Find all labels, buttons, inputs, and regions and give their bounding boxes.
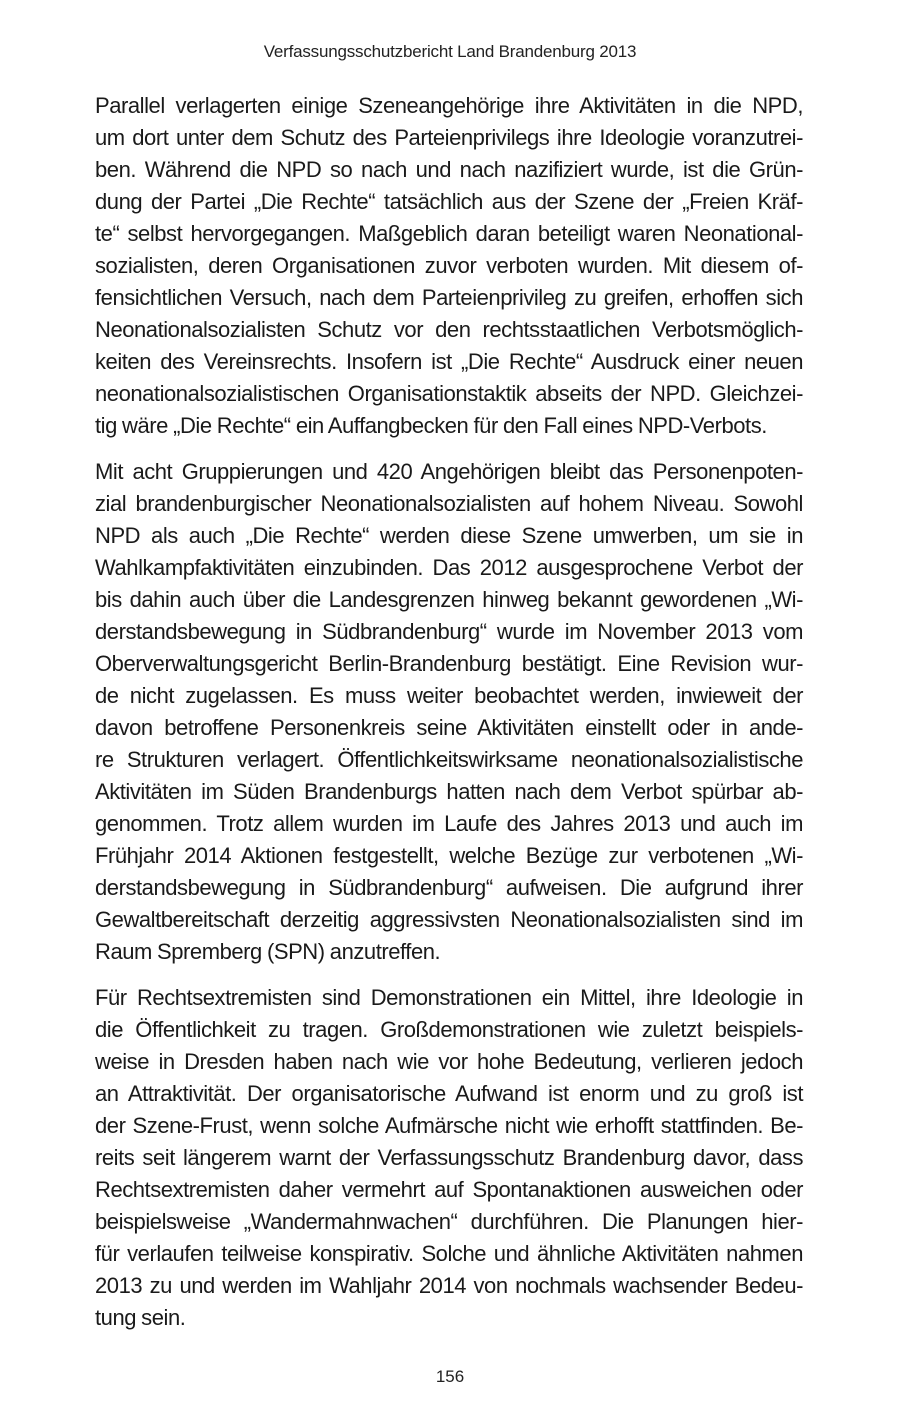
running-header: Verfassungsschutzbericht Land Brandenburg 2013: [263, 42, 637, 61]
text-line: Parallel verlagerten einige Szeneangehörige ihre Aktivitäten in die NPD,: [95, 93, 803, 118]
text-line: Aktivitäten im Süden Brandenburgs hatten nach dem Verbot spürbar ab-: [95, 779, 803, 804]
text-line: Frühjahr 2014 Aktionen festgestellt, welche Bezüge zur verbotenen „Wi-: [95, 843, 803, 868]
text-line: Wahlkampfaktivitäten einzubinden. Das 2012 ausgesprochene Verbot der: [95, 555, 803, 580]
text-line: NPD als auch „Die Rechte“ werden diese Szene umwerben, um sie in: [95, 523, 803, 548]
text-line: beispielsweise „Wandermahnwachen“ durchführen. Die Planungen hier-: [95, 1209, 803, 1234]
text-line: dung der Partei „Die Rechte“ tatsächlich aus der Szene der „Freien Kräf-: [95, 189, 803, 214]
text-line: re Strukturen verlagert. Öffentlichkeitswirksame neonationalsozialistische: [95, 747, 803, 772]
text-line: Raum Spremberg (SPN) anzutreffen.: [95, 939, 441, 964]
text-line: de nicht zugelassen. Es muss weiter beobachtet werden, inwieweit der: [95, 683, 803, 708]
text-line: Oberverwaltungsgericht Berlin-Brandenburg bestätigt. Eine Revision wur-: [95, 651, 803, 676]
text-line: neonationalsozialistischen Organisationstaktik abseits der NPD. Gleichzei-: [95, 381, 803, 406]
text-line: keiten des Vereinsrechts. Insofern ist „Die Rechte“ Ausdruck einer neuen: [95, 349, 803, 374]
text-line: Für Rechtsextremisten sind Demonstrationen ein Mittel, ihre Ideologie in: [95, 985, 803, 1010]
text-line: weise in Dresden haben nach wie vor hohe Bedeutung, verlieren jedoch: [95, 1049, 803, 1074]
paragraph-3: [95, 982, 803, 1334]
text-line: um dort unter dem Schutz des Parteienprivilegs ihre Ideologie voranzutrei-: [95, 125, 803, 150]
text-line: davon betroffene Personenkreis seine Aktivitäten einstellt oder in ande-: [95, 715, 803, 740]
text-line: tig wäre „Die Rechte“ ein Auffangbecken für den Fall eines NPD-Verbots.: [95, 413, 767, 438]
text-line: Mit acht Gruppierungen und 420 Angehörigen bleibt das Personenpoten-: [95, 459, 803, 484]
text-line: tung sein.: [95, 1305, 186, 1330]
text-line: zial brandenburgischer Neonationalsozialisten auf hohem Niveau. Sowohl: [95, 491, 803, 516]
text-line: die Öffentlichkeit zu tragen. Großdemonstrationen wie zuletzt beispiels-: [95, 1017, 803, 1042]
text-line: der Szene-Frust, wenn solche Aufmärsche nicht wie erhofft stattfinden. Be-: [95, 1113, 803, 1138]
text-line: für verlaufen teilweise konspirativ. Solche und ähnliche Aktivitäten nahmen: [95, 1241, 803, 1266]
paragraph-1: [95, 90, 803, 442]
page-number: 156: [435, 1367, 465, 1386]
text-line: derstandsbewegung in Südbrandenburg“ aufweisen. Die aufgrund ihrer: [95, 875, 803, 900]
paragraph-2: [95, 456, 803, 968]
text-line: te“ selbst hervorgegangen. Maßgeblich daran beteiligt waren Neonational-: [95, 221, 803, 246]
text-line: bis dahin auch über die Landesgrenzen hinweg bekannt gewordenen „Wi-: [95, 587, 803, 612]
text-line: Neonationalsozialisten Schutz vor den rechtsstaatlichen Verbotsmöglich-: [95, 317, 803, 342]
text-line: ben. Während die NPD so nach und nach nazifiziert wurde, ist die Grün-: [95, 157, 803, 182]
text-line: reits seit längerem warnt der Verfassungsschutz Brandenburg davor, dass: [95, 1145, 803, 1170]
text-line: Gewaltbereitschaft derzeitig aggressivsten Neonationalsozialisten sind im: [95, 907, 803, 932]
text-line: an Attraktivität. Der organisatorische Aufwand ist enorm und zu groß ist: [95, 1081, 803, 1106]
text-line: fensichtlichen Versuch, nach dem Parteienprivileg zu greifen, erhoffen sich: [95, 285, 803, 310]
body-text: [95, 90, 803, 1348]
text-line: derstandsbewegung in Südbrandenburg“ wurde im November 2013 vom: [95, 619, 803, 644]
text-line: genommen. Trotz allem wurden im Laufe des Jahres 2013 und auch im: [95, 811, 803, 836]
text-line: Rechtsextremisten daher vermehrt auf Spontanaktionen ausweichen oder: [95, 1177, 803, 1202]
text-line: sozialisten, deren Organisationen zuvor verboten wurden. Mit diesem of-: [95, 253, 803, 278]
text-line: 2013 zu und werden im Wahljahr 2014 von nochmals wachsender Bedeu-: [95, 1273, 803, 1298]
